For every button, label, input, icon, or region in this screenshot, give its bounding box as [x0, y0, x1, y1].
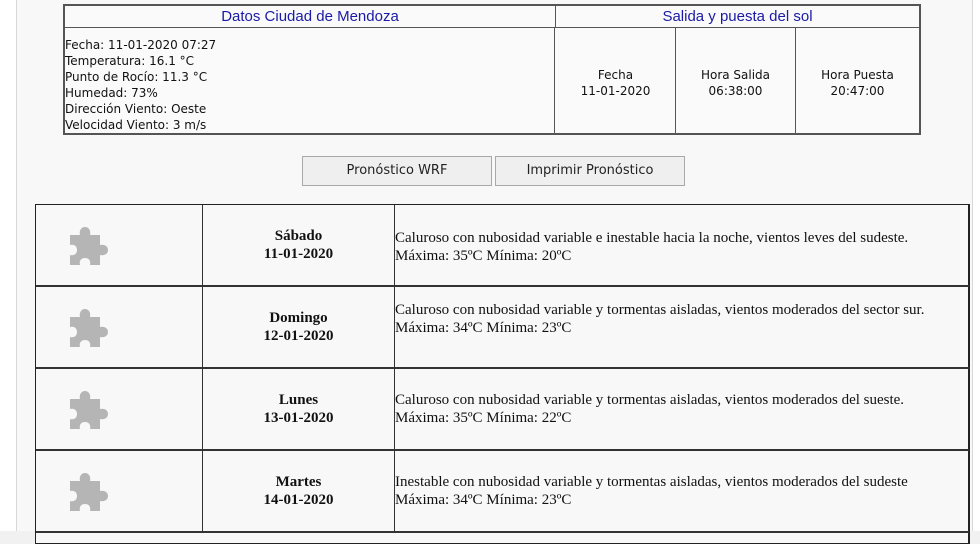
- forecast-description-cell: [395, 451, 969, 531]
- forecast-date: 13-01-2020: [263, 410, 334, 426]
- forecast-icon-cell: [36, 287, 203, 367]
- forecast-day-cell: [203, 369, 395, 449]
- left-page-margin: [0, 0, 17, 531]
- city-panel-title: Datos Ciudad de Mendoza: [65, 6, 556, 28]
- forecast-icon-cell: [36, 369, 203, 449]
- direccion-viento-line: Dirección Viento: Oeste: [65, 102, 207, 116]
- forecast-row: [36, 287, 969, 369]
- info-table: [63, 4, 921, 135]
- forecast-day-name: Martes: [275, 474, 322, 490]
- print-forecast-button[interactable]: Imprimir Pronóstico: [495, 156, 685, 186]
- sun-salida-cell: [676, 28, 796, 133]
- sun-fecha-value: 11-01-2020: [580, 84, 651, 98]
- humedad-line: Humedad: 73%: [65, 86, 158, 100]
- forecast-description-cell: [395, 205, 969, 285]
- forecast-temperatures: Máxima: 34ºC Mínima: 23ºC: [395, 320, 572, 336]
- puzzle-placeholder-icon: [66, 387, 112, 433]
- forecast-day-cell: [203, 451, 395, 531]
- forecast-day-name: Sábado: [274, 228, 323, 244]
- sun-fecha-label: Fecha: [597, 68, 634, 82]
- forecast-temperatures: Máxima: 34ºC Mínima: 23ºC: [395, 492, 572, 508]
- right-page-margin: [972, 0, 980, 531]
- temperatura-line: Temperatura: 16.1 °C: [65, 54, 195, 68]
- sun-puesta-value: 20:47:00: [830, 84, 885, 98]
- forecast-date: 14-01-2020: [263, 492, 334, 508]
- forecast-icon-cell: [36, 205, 203, 285]
- puzzle-placeholder-icon: [66, 469, 112, 515]
- forecast-row: [36, 369, 969, 451]
- sun-puesta-label: Hora Puesta: [821, 68, 894, 82]
- forecast-date: 11-01-2020: [263, 246, 334, 262]
- city-data-cell: [65, 28, 555, 133]
- forecast-description-cell: [395, 369, 969, 449]
- forecast-description: Caluroso con nubosidad variable y tormentas aisladas, vientos moderados del sector sur.: [395, 302, 925, 318]
- wrf-forecast-button[interactable]: Pronóstico WRF: [302, 156, 492, 186]
- forecast-description: Inestable con nubosidad variable y tormentas aisladas, vientos moderados del sudeste: [395, 474, 908, 490]
- forecast-row: [36, 451, 969, 533]
- forecast-day-cell: [203, 287, 395, 367]
- forecast-day-name: Domingo: [269, 310, 328, 326]
- forecast-description: Caluroso con nubosidad variable e inestable hacia la noche, vientos leves del sudeste.: [395, 230, 909, 246]
- sun-salida-value: 06:38:00: [708, 84, 763, 98]
- sun-salida-label: Hora Salida: [700, 68, 771, 82]
- sun-fecha-cell: [556, 28, 676, 133]
- forecast-icon-cell: [36, 451, 203, 531]
- forecast-row: [36, 205, 969, 287]
- forecast-description: Caluroso con nubosidad variable y tormentas aisladas, vientos moderados del sueste.: [395, 392, 905, 408]
- forecast-temperatures: Máxima: 35ºC Mínima: 20ºC: [395, 248, 572, 264]
- punto-rocio-line: Punto de Rocío: 11.3 °C: [65, 70, 208, 84]
- forecast-description-cell: [395, 287, 969, 367]
- page-content: [17, 0, 972, 531]
- velocidad-viento-line: Velocidad Viento: 3 m/s: [65, 118, 207, 132]
- fecha-line: Fecha: 11-01-2020 07:27: [65, 38, 217, 52]
- forecast-temperatures: Máxima: 35ºC Mínima: 22ºC: [395, 410, 572, 426]
- forecast-table: [35, 204, 970, 544]
- puzzle-placeholder-icon: [66, 305, 112, 351]
- city-data-list: [65, 37, 216, 133]
- forecast-day-cell: [203, 205, 395, 285]
- puzzle-placeholder-icon: [66, 223, 112, 269]
- sun-puesta-cell: [796, 28, 919, 133]
- forecast-day-name: Lunes: [278, 392, 319, 408]
- forecast-date: 12-01-2020: [263, 328, 334, 344]
- sun-panel-title: Salida y puesta del sol: [556, 6, 919, 28]
